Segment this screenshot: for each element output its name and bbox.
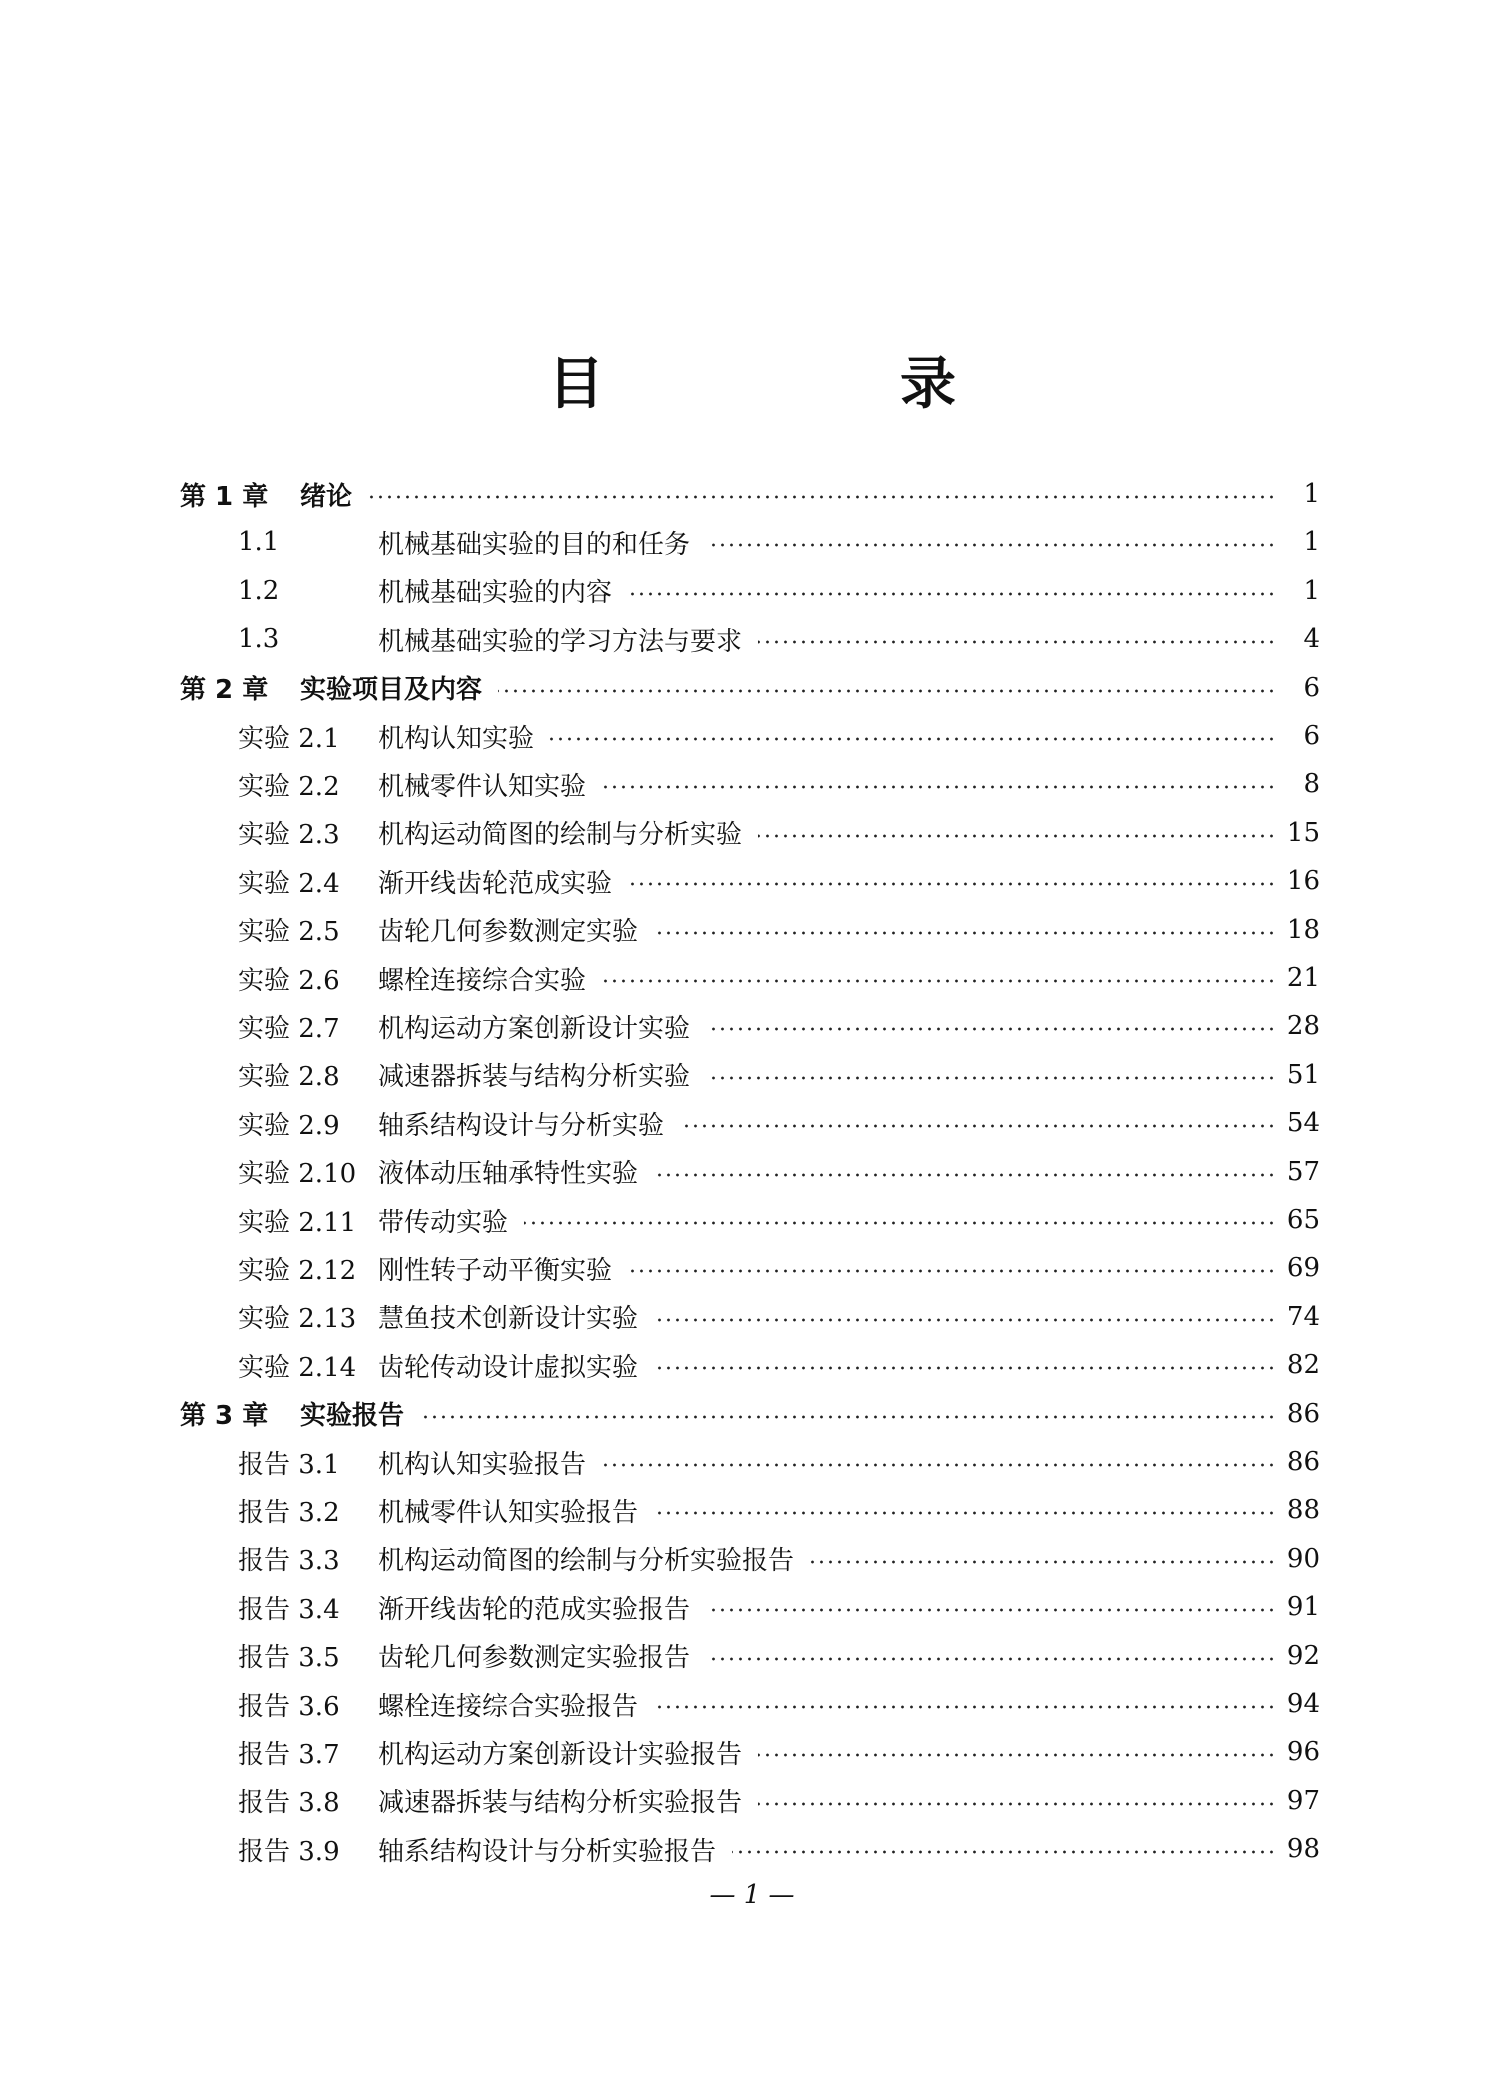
- toc-entry-title: 齿轮几何参数测定实验报告: [378, 1643, 691, 1674]
- toc-dot-leader: [420, 1415, 1276, 1419]
- toc-entry-number: 报告 3.2: [238, 1497, 340, 1528]
- toc-dot-leader: [654, 1511, 1276, 1515]
- toc-dot-leader: [654, 1318, 1276, 1322]
- toc-entry-title: 机械基础实验的目的和任务: [378, 529, 691, 560]
- toc-entry-page: 86: [1286, 1447, 1320, 1477]
- toc-dot-leader: [550, 737, 1276, 741]
- toc-dot-leader: [602, 1463, 1276, 1467]
- toc-dot-leader: [628, 592, 1276, 596]
- toc-dot-leader: [732, 1850, 1276, 1854]
- toc-dot-leader: [706, 1608, 1276, 1612]
- toc-entry-title: 实验项目及内容: [300, 675, 483, 706]
- toc-entry-title: 慧鱼技术创新设计实验: [378, 1304, 639, 1335]
- page-title: 目 录: [548, 352, 1076, 417]
- toc-entry-number: 实验 2.7: [238, 1013, 340, 1044]
- page-number: — 1 —: [709, 1880, 795, 1910]
- toc-entry-page: 18: [1286, 914, 1320, 945]
- toc-entry-number: 报告 3.1: [238, 1449, 340, 1480]
- toc-entry-number: 实验 2.8: [238, 1062, 340, 1093]
- toc-entry-number: 实验 2.2: [238, 771, 340, 802]
- toc-entry-page: 1: [1303, 479, 1320, 509]
- toc-section-row[interactable]: [180, 518, 1320, 566]
- toc-entry-title: 螺栓连接综合实验报告: [378, 1691, 639, 1722]
- toc-dot-leader: [628, 882, 1276, 886]
- toc-entry-number: 实验 2.10: [238, 1159, 357, 1190]
- toc-entry-title: 实验报告: [300, 1401, 405, 1432]
- toc-entry-number: 实验 2.1: [238, 723, 340, 754]
- toc-entry-page: 82: [1286, 1350, 1320, 1381]
- toc-entry-page: 28: [1286, 1011, 1320, 1042]
- toc-entry-number: 实验 2.9: [238, 1110, 340, 1141]
- toc-entry-title: 液体动压轴承特性实验: [378, 1159, 639, 1190]
- toc-entry-page: 8: [1303, 769, 1320, 800]
- toc-entry-page: 16: [1286, 866, 1320, 897]
- toc-section-row[interactable]: [180, 954, 1320, 1002]
- toc-entry-number: 报告 3.7: [238, 1739, 340, 1770]
- toc-section-row[interactable]: [180, 1002, 1320, 1050]
- toc-entry-page: 74: [1286, 1301, 1320, 1332]
- toc-dot-leader: [498, 689, 1276, 693]
- toc-dot-leader: [654, 1173, 1276, 1177]
- toc-entry-page: 51: [1286, 1059, 1320, 1090]
- toc-entry-page: 92: [1286, 1640, 1320, 1671]
- toc-entry-page: 90: [1286, 1543, 1320, 1574]
- toc-entry-title: 减速器拆装与结构分析实验: [378, 1062, 691, 1093]
- toc-entry-title: 齿轮传动设计虚拟实验: [378, 1352, 639, 1383]
- toc-dot-leader: [706, 543, 1276, 547]
- toc-entry-number: 第 3 章: [180, 1401, 269, 1432]
- toc-section-row[interactable]: [180, 1535, 1320, 1583]
- toc-entry-page: 86: [1286, 1398, 1320, 1429]
- toc-section-row[interactable]: [180, 857, 1320, 905]
- toc-entry-page: 69: [1286, 1253, 1320, 1284]
- toc-section-row[interactable]: [180, 906, 1320, 954]
- toc-section-row[interactable]: [180, 760, 1320, 808]
- toc-entry-page: 21: [1286, 963, 1320, 993]
- toc-entry-title: 带传动实验: [378, 1207, 509, 1238]
- toc-section-row[interactable]: [180, 712, 1320, 760]
- toc-entry-page: 54: [1286, 1108, 1320, 1139]
- toc-section-row[interactable]: [180, 809, 1320, 857]
- toc-dot-leader: [654, 1366, 1276, 1370]
- toc-entry-page: 15: [1286, 817, 1320, 848]
- toc-chapter-row[interactable]: [180, 1390, 1320, 1438]
- toc-entry-page: 6: [1303, 672, 1320, 703]
- toc-section-row[interactable]: [180, 1293, 1320, 1341]
- toc-entry-number: 报告 3.3: [238, 1546, 340, 1577]
- toc-dot-leader: [654, 931, 1276, 935]
- toc-entry-number: 实验 2.5: [238, 917, 340, 948]
- toc-chapter-row[interactable]: [180, 664, 1320, 712]
- toc-dot-leader: [628, 1269, 1276, 1273]
- toc-entry-number: 实验 2.14: [238, 1352, 357, 1383]
- toc-dot-leader: [602, 785, 1276, 789]
- toc-section-row[interactable]: [180, 1486, 1320, 1534]
- toc-dot-leader: [706, 1076, 1276, 1080]
- toc-entry-number: 1.3: [238, 624, 280, 655]
- toc-dot-leader: [368, 495, 1276, 499]
- toc-entry-page: 6: [1303, 721, 1320, 751]
- toc-entry-number: 实验 2.12: [238, 1255, 357, 1286]
- toc-entry-title: 轴系结构设计与分析实验报告: [378, 1836, 717, 1867]
- toc-entry-page: 96: [1286, 1737, 1320, 1768]
- toc-entry-title: 渐开线齿轮范成实验: [378, 868, 613, 899]
- toc-entry-page: 1: [1303, 575, 1320, 606]
- toc-section-row[interactable]: [180, 1825, 1320, 1873]
- toc-entry-number: 报告 3.6: [238, 1691, 340, 1722]
- toc-entry-title: 机构运动方案创新设计实验报告: [378, 1739, 743, 1770]
- toc-entry-page: 4: [1303, 624, 1320, 655]
- toc-entry-number: 报告 3.4: [238, 1594, 340, 1625]
- toc-dot-leader: [758, 1802, 1276, 1806]
- toc-entry-number: 实验 2.13: [238, 1304, 357, 1335]
- toc-section-row[interactable]: [180, 1051, 1320, 1099]
- toc-dot-leader: [810, 1560, 1276, 1564]
- toc-entry-title: 绪论: [300, 481, 353, 512]
- toc-section-row[interactable]: [180, 1777, 1320, 1825]
- toc-entry-number: 1.2: [238, 575, 280, 606]
- toc-section-row[interactable]: [180, 567, 1320, 615]
- toc-dot-leader: [654, 1705, 1276, 1709]
- toc-section-row[interactable]: [180, 1583, 1320, 1631]
- toc-entry-title: 渐开线齿轮的范成实验报告: [378, 1594, 691, 1625]
- toc-entry-number: 实验 2.3: [238, 820, 340, 851]
- toc-section-row[interactable]: [180, 615, 1320, 663]
- toc-entry-number: 报告 3.8: [238, 1788, 340, 1819]
- toc-entry-page: 98: [1286, 1834, 1320, 1865]
- toc-entry-title: 机构认知实验报告: [378, 1449, 587, 1480]
- toc-entry-number: 第 1 章: [180, 481, 269, 512]
- toc-entry-title: 机构运动方案创新设计实验: [378, 1013, 691, 1044]
- toc-entry-page: 1: [1303, 527, 1320, 558]
- toc-section-row[interactable]: [180, 1728, 1320, 1776]
- toc-entry-page: 57: [1286, 1156, 1320, 1187]
- toc-section-row[interactable]: [180, 1196, 1320, 1244]
- toc-section-row[interactable]: [180, 1099, 1320, 1147]
- toc-entry-title: 轴系结构设计与分析实验: [378, 1110, 665, 1141]
- toc-entry-number: 实验 2.11: [238, 1207, 357, 1238]
- toc-entry-page: 65: [1286, 1205, 1320, 1235]
- toc-entry-title: 机械基础实验的内容: [378, 578, 613, 609]
- toc-entry-page: 91: [1286, 1592, 1320, 1623]
- toc-dot-leader: [758, 640, 1276, 644]
- toc-section-row[interactable]: [180, 1148, 1320, 1196]
- toc-entry-title: 机械零件认知实验报告: [378, 1497, 639, 1528]
- toc-entry-number: 1.1: [238, 527, 280, 558]
- toc-dot-leader: [680, 1124, 1276, 1128]
- toc-dot-leader: [758, 1753, 1276, 1757]
- toc-section-row[interactable]: [180, 1244, 1320, 1292]
- toc-entry-title: 刚性转子动平衡实验: [378, 1255, 613, 1286]
- toc-entry-title: 机构运动简图的绘制与分析实验: [378, 820, 743, 851]
- toc-dot-leader: [602, 979, 1276, 983]
- toc-entry-number: 报告 3.5: [238, 1643, 340, 1674]
- toc-entry-title: 机构运动简图的绘制与分析实验报告: [378, 1546, 795, 1577]
- toc-entry-number: 实验 2.4: [238, 868, 340, 899]
- toc-section-row[interactable]: [180, 1341, 1320, 1389]
- toc-dot-leader: [706, 1027, 1276, 1031]
- toc-entry-title: 螺栓连接综合实验: [378, 965, 587, 996]
- toc-entry-number: 实验 2.6: [238, 965, 340, 996]
- toc-entry-page: 97: [1286, 1785, 1320, 1816]
- toc-entry-page: 94: [1286, 1689, 1320, 1719]
- toc-entry-title: 机械零件认知实验: [378, 771, 587, 802]
- toc-chapter-row[interactable]: [180, 470, 1320, 518]
- toc-entry-title: 机构认知实验: [378, 723, 535, 754]
- toc-dot-leader: [758, 834, 1276, 838]
- toc-section-row[interactable]: [180, 1680, 1320, 1728]
- toc-entry-number: 第 2 章: [180, 675, 269, 706]
- toc-section-row[interactable]: [180, 1632, 1320, 1680]
- toc-dot-leader: [706, 1657, 1276, 1661]
- toc-dot-leader: [524, 1221, 1276, 1225]
- toc-entry-number: 报告 3.9: [238, 1836, 340, 1867]
- toc-entry-title: 减速器拆装与结构分析实验报告: [378, 1788, 743, 1819]
- toc-entry-page: 88: [1286, 1495, 1320, 1526]
- toc-entry-title: 齿轮几何参数测定实验: [378, 917, 639, 948]
- toc-entry-title: 机械基础实验的学习方法与要求: [378, 626, 743, 657]
- toc-section-row[interactable]: [180, 1438, 1320, 1486]
